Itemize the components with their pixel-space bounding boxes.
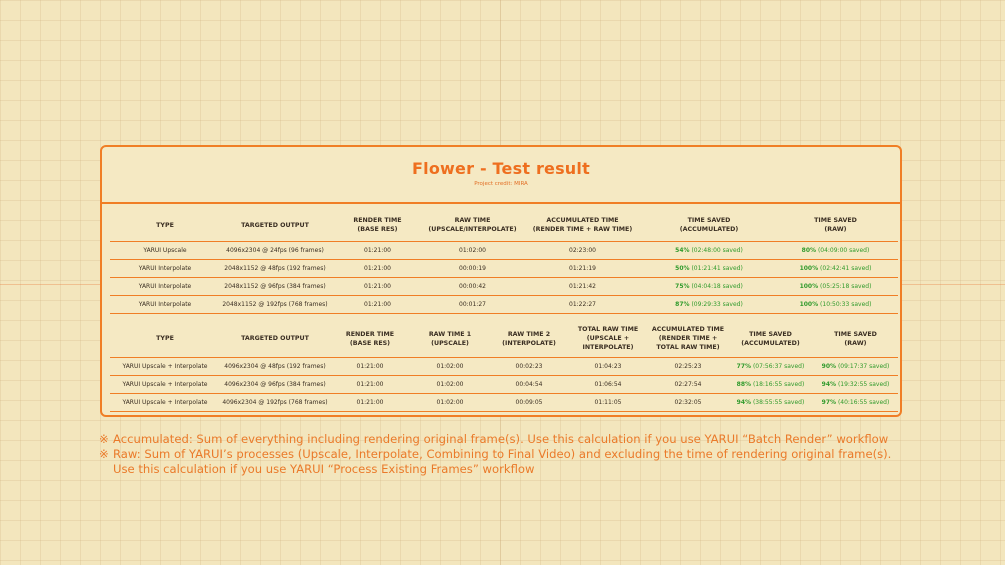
card-header [102, 147, 900, 204]
column-header: ACCUMULATED TIME (RENDER TIME + TOTAL RAW TIME) [648, 320, 728, 358]
table-cell-total_raw: 01:04:23 [568, 358, 648, 376]
column-header: TYPE [110, 209, 220, 242]
column-header: RAW TIME (UPSCALE/INTERPOLATE) [425, 209, 520, 242]
column-header: TARGETED OUTPUT [220, 209, 330, 242]
table-cell-render: 01:21:00 [330, 296, 425, 314]
table-cell-render: 01:21:00 [330, 260, 425, 278]
table-cell-type: YARUI Upscale + Interpolate [110, 376, 220, 394]
table-cell-type: YARUI Interpolate [110, 260, 220, 278]
time-saved-cell: 50% (01:21:41 saved) [645, 260, 773, 278]
column-header: TARGETED OUTPUT [220, 320, 330, 358]
column-header: TYPE [110, 320, 220, 358]
table-row [110, 358, 898, 376]
table-cell-total_raw: 01:11:05 [568, 394, 648, 412]
table-cell-accum: 02:27:54 [648, 376, 728, 394]
result-card [100, 145, 902, 417]
column-header: TIME SAVED (RAW) [773, 209, 898, 242]
table-cell-raw2: 00:02:23 [490, 358, 568, 376]
time-saved-cell: 94% (38:55:55 saved) [728, 394, 813, 412]
combined-process-table [110, 320, 898, 412]
table-cell-raw1: 01:02:00 [410, 376, 490, 394]
single-process-table [110, 209, 898, 314]
time-saved-cell: 97% (40:16:55 saved) [813, 394, 898, 412]
table-row [110, 376, 898, 394]
table-cell-accum: 02:25:23 [648, 358, 728, 376]
table-cell-render: 01:21:00 [330, 242, 425, 260]
table-cell-output: 4096x2304 @ 96fps (384 frames) [220, 376, 330, 394]
table-row [110, 242, 898, 260]
time-saved-cell: 80% (04:09:00 saved) [773, 242, 898, 260]
column-header: TIME SAVED (RAW) [813, 320, 898, 358]
table-row [110, 260, 898, 278]
table-cell-raw: 01:02:00 [425, 242, 520, 260]
table-cell-render: 01:21:00 [330, 278, 425, 296]
table-row [110, 296, 898, 314]
table-cell-accum: 01:21:19 [520, 260, 645, 278]
table-cell-render: 01:21:00 [330, 394, 410, 412]
table-cell-output: 4096x2304 @ 24fps (96 frames) [220, 242, 330, 260]
table-cell-accum: 01:22:27 [520, 296, 645, 314]
table-cell-render: 01:21:00 [330, 358, 410, 376]
table-cell-type: YARUI Upscale + Interpolate [110, 358, 220, 376]
note-text: Raw: Sum of YARUI’s processes (Upscale, Interpolate, Combining to Final Video) and excluding the time of rendering original frame(s). [113, 447, 892, 461]
note-raw [99, 447, 979, 462]
column-header: RENDER TIME (BASE RES) [330, 209, 425, 242]
table-cell-type: YARUI Interpolate [110, 296, 220, 314]
time-saved-cell: 100% (10:50:33 saved) [773, 296, 898, 314]
note-text: Accumulated: Sum of everything including rendering original frame(s). Use this calculation if you use YARUI “Batch Render” workflow [113, 432, 889, 446]
reference-mark-icon: ※ [99, 447, 109, 461]
column-header: TIME SAVED (ACCUMULATED) [728, 320, 813, 358]
table-cell-raw: 00:00:42 [425, 278, 520, 296]
table-cell-raw2: 00:09:05 [490, 394, 568, 412]
table-cell-type: YARUI Upscale + Interpolate [110, 394, 220, 412]
table-cell-render: 01:21:00 [330, 376, 410, 394]
table-cell-type: YARUI Interpolate [110, 278, 220, 296]
table-cell-output: 2048x1152 @ 48fps (192 frames) [220, 260, 330, 278]
table-cell-raw1: 01:02:00 [410, 394, 490, 412]
table-cell-type: YARUI Upscale [110, 242, 220, 260]
time-saved-cell: 90% (09:17:37 saved) [813, 358, 898, 376]
table-cell-output: 2048x1152 @ 96fps (384 frames) [220, 278, 330, 296]
table-cell-accum: 02:23:00 [520, 242, 645, 260]
table-cell-total_raw: 01:06:54 [568, 376, 648, 394]
table-row [110, 278, 898, 296]
column-header: TIME SAVED (ACCUMULATED) [645, 209, 773, 242]
table-row [110, 394, 898, 412]
table-cell-output: 4096x2304 @ 192fps (768 frames) [220, 394, 330, 412]
note-accumulated [99, 432, 979, 447]
table-cell-accum: 01:21:42 [520, 278, 645, 296]
table-cell-output: 4096x2304 @ 48fps (192 frames) [220, 358, 330, 376]
note-text: Use this calculation if you use YARUI “Process Existing Frames” workflow [113, 462, 535, 476]
table-cell-raw: 00:00:19 [425, 260, 520, 278]
time-saved-cell: 77% (07:56:37 saved) [728, 358, 813, 376]
reference-mark-icon: ※ [99, 432, 109, 446]
table-cell-raw1: 01:02:00 [410, 358, 490, 376]
table-header-row [110, 209, 898, 242]
column-header: RAW TIME 1 (UPSCALE) [410, 320, 490, 358]
column-header: ACCUMULATED TIME (RENDER TIME + RAW TIME) [520, 209, 645, 242]
note-raw-continued [99, 462, 979, 477]
time-saved-cell: 75% (04:04:18 saved) [645, 278, 773, 296]
column-header: TOTAL RAW TIME (UPSCALE + INTERPOLATE) [568, 320, 648, 358]
column-header: RENDER TIME (BASE RES) [330, 320, 410, 358]
time-saved-cell: 94% (19:32:55 saved) [813, 376, 898, 394]
table-cell-raw: 00:01:27 [425, 296, 520, 314]
time-saved-cell: 100% (05:25:18 saved) [773, 278, 898, 296]
column-header: RAW TIME 2 (INTERPOLATE) [490, 320, 568, 358]
table-header-row [110, 320, 898, 358]
time-saved-cell: 87% (09:29:33 saved) [645, 296, 773, 314]
time-saved-cell: 54% (02:48:00 saved) [645, 242, 773, 260]
footnotes [99, 432, 979, 477]
page-title: Flower - Test result [412, 159, 590, 178]
table-cell-accum: 02:32:05 [648, 394, 728, 412]
time-saved-cell: 100% (02:42:41 saved) [773, 260, 898, 278]
time-saved-cell: 88% (18:16:55 saved) [728, 376, 813, 394]
table-cell-output: 2048x1152 @ 192fps (768 frames) [220, 296, 330, 314]
project-credit: Project credit: MIRA [474, 181, 528, 187]
table-cell-raw2: 00:04:54 [490, 376, 568, 394]
